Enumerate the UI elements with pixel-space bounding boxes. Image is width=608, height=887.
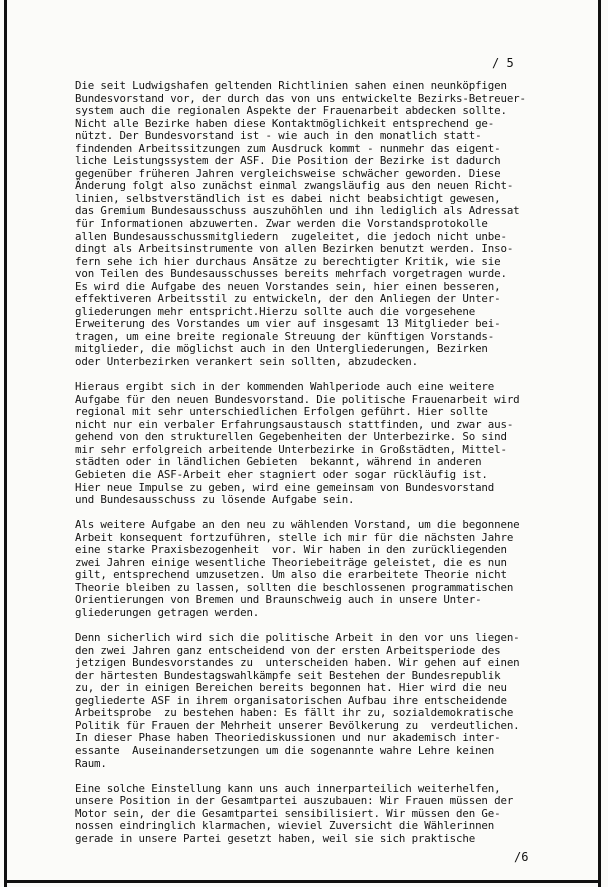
text-line: eine starke Praxisbezogenheit vor. Wir haben in den zurückliegenden <box>75 543 507 557</box>
paragraph <box>75 381 590 506</box>
text-line: zu, der in einigen Bereichen bereits begonnen hat. Hier wird die neu <box>75 681 507 695</box>
text-line: oder Unterbezirken verankert sein sollten, abzudecken. <box>75 355 418 369</box>
next-page-marker: /6 <box>514 850 529 864</box>
text-line: Nicht alle Bezirke haben diese Kontaktmöglichkeit entsprechend ge- <box>75 116 495 130</box>
text-line: effektiveren Arbeitsstil zu entwickeln, der den Anliegen der Unter- <box>75 292 501 306</box>
text-line: Hieraus ergibt sich in der kommenden Wahlperiode auch eine weitere <box>75 380 495 394</box>
scan-border-left <box>4 0 7 887</box>
text-line: Motor sein, der die Gesamtpartei sensibilisiert. Wir müssen den Ge- <box>75 806 501 820</box>
text-line: Arbeit konsequent fortzuführen, stelle ich mir für die nächsten Jahre <box>75 530 514 544</box>
paragraph <box>75 632 590 770</box>
text-line: und Bundesausschuss zu lösende Aufgabe sein. <box>75 493 355 507</box>
text-line: findenden Arbeitssitzungen zum Ausdruck kommt - nunmehr das eigent- <box>75 141 501 155</box>
page-number: / 5 <box>492 56 514 70</box>
text-line: gegliederte ASF in ihrem organisatorischen Aufbau ihre entscheidende <box>75 693 507 707</box>
text-line: Theorie bleiben zu lassen, sollten die beschlossenen programmatischen <box>75 580 514 594</box>
text-line: system auch die regionalen Aspekte der Frauenarbeit abdecken sollte. <box>75 104 507 118</box>
text-line: tragen, um eine breite regionale Streuung der künftigen Vorstands- <box>75 329 495 343</box>
text-line: In dieser Phase haben Theoriediskussionen und nur akademisch inter- <box>75 731 501 745</box>
text-line: Als weitere Aufgabe an den neu zu wählenden Vorstand, um die begonnene <box>75 518 520 532</box>
scan-border-bottom <box>4 880 601 883</box>
text-line: gerade in unsere Partei gesetzt haben, weil sie sich praktische <box>75 831 476 845</box>
text-line: gilt, entsprechend umzusetzen. Um also die erarbeitete Theorie nicht <box>75 568 507 582</box>
text-line: Eine solche Einstellung kann uns auch innerparteilich weiterhelfen, <box>75 781 501 795</box>
text-line: der härtesten Bundestagswahlkämpfe seit Bestehen der Bundesrepublik <box>75 668 501 682</box>
paragraph <box>75 519 590 619</box>
text-line: Die seit Ludwigshafen geltenden Richtlinien sahen einen neunköpfigen <box>75 79 507 92</box>
text-line: Erweiterung des Vorstandes um vier auf insgesamt 13 Mitglieder bei- <box>75 317 501 331</box>
scan-border-right <box>598 0 601 887</box>
text-line: gliederungen mehr entspricht.Hierzu sollte auch die vorgesehene <box>75 304 476 318</box>
text-line: mir sehr erfolgreich arbeitende Unterbezirke in Großstädten, Mittel- <box>75 442 507 456</box>
body-text <box>75 80 590 858</box>
text-line: nossen eindringlich klarmachen, wieviel Zuversicht die Wählerinnen <box>75 819 495 833</box>
text-line: von Teilen des Bundesausschusses bereits mehrfach vorgetragen wurde. <box>75 267 507 281</box>
text-line: nützt. Der Bundesvorstand ist - wie auch in den monatlich statt- <box>75 129 482 143</box>
text-line: Es wird die Aufgabe des neuen Vorstandes sein, hier einen besseren, <box>75 279 501 293</box>
text-line: Politik für Frauen der Mehrheit unserer Bevölkerung zu verdeutlichen. <box>75 718 520 732</box>
text-line: gegenüber früheren Jahren vergleichsweise schwächer geworden. Diese <box>75 166 501 180</box>
text-line: liche Leistungssystem der ASF. Die Position der Bezirke ist dadurch <box>75 154 501 168</box>
text-line: Hier neue Impulse zu geben, wird eine gemeinsam von Bundesvorstand <box>75 480 495 494</box>
text-line: städten oder in ländlichen Gebieten bekannt, während in anderen <box>75 455 482 469</box>
text-line: dingt als Arbeitsinstrumente von allen Bezirken benutzt werden. Inso- <box>75 242 514 256</box>
text-line: Änderung folgt also zunächst einmal zwangsläufig aus den neuen Richt- <box>75 179 514 193</box>
paragraph <box>75 80 590 369</box>
text-line: nicht nur ein verbaler Erfahrungsaustausch stattfinden, und zwar aus- <box>75 417 514 431</box>
text-line: das Gremium Bundesausschuss auszuhöhlen und ihn lediglich als Adressat <box>75 204 520 218</box>
text-line: Gebieten die ASF-Arbeit eher stagniert oder sogar rückläufig ist. <box>75 467 488 481</box>
text-line: den zwei Jahren ganz entscheidend von der ersten Arbeitsperiode des <box>75 643 501 657</box>
text-line: essante Auseinandersetzungen um die sogenannte wahre Lehre keinen <box>75 743 495 757</box>
text-line: Aufgabe für den neuen Bundesvorstand. Die politische Frauenarbeit wird <box>75 392 520 406</box>
text-line: linien, selbstverständlich ist es dabei nicht beabsichtigt gewesen, <box>75 191 501 205</box>
text-line: zwei Jahren einige wesentliche Theoriebeiträge geleistet, die es nun <box>75 555 507 569</box>
text-line: mitglieder, die möglichst auch in den Untergliederungen, Bezirken <box>75 342 488 356</box>
text-line: unsere Position in der Gesamtpartei auszubauen: Wir Frauen müssen der <box>75 794 514 808</box>
text-line: Arbeitsprobe zu bestehen haben: Es fällt ihr zu, sozialdemokratische <box>75 706 514 720</box>
text-line: regional mit sehr unterschiedlichen Erfolgen geführt. Hier sollte <box>75 405 488 419</box>
text-line: Denn sicherlich wird sich die politische Arbeit in den vor uns liegen- <box>75 631 520 645</box>
text-line: Bundesvorstand vor, der durch das von uns entwickelte Bezirks-Betreuer- <box>75 91 526 105</box>
text-line: jetzigen Bundesvorstandes zu unterscheiden haben. Wir gehen auf einen <box>75 656 520 670</box>
text-line: für Informationen abzuwerten. Zwar werden die Vorstandsprotokolle <box>75 217 488 231</box>
text-line: Orientierungen von Bremen und Braunschweig auch in unsere Unter- <box>75 593 482 607</box>
text-line: gliederungen getragen werden. <box>75 605 260 619</box>
text-line: fern sehe ich hier durchaus Ansätze zu berechtigter Kritik, wie sie <box>75 254 501 268</box>
paragraph <box>75 783 590 846</box>
text-line: gehend von den strukturellen Gegebenheiten der Unterbezirke. So sind <box>75 430 507 444</box>
text-line: Raum. <box>75 756 107 770</box>
text-line: allen Bundesausschussmitgliedern zugeleitet, die jedoch nicht unbe- <box>75 229 507 243</box>
